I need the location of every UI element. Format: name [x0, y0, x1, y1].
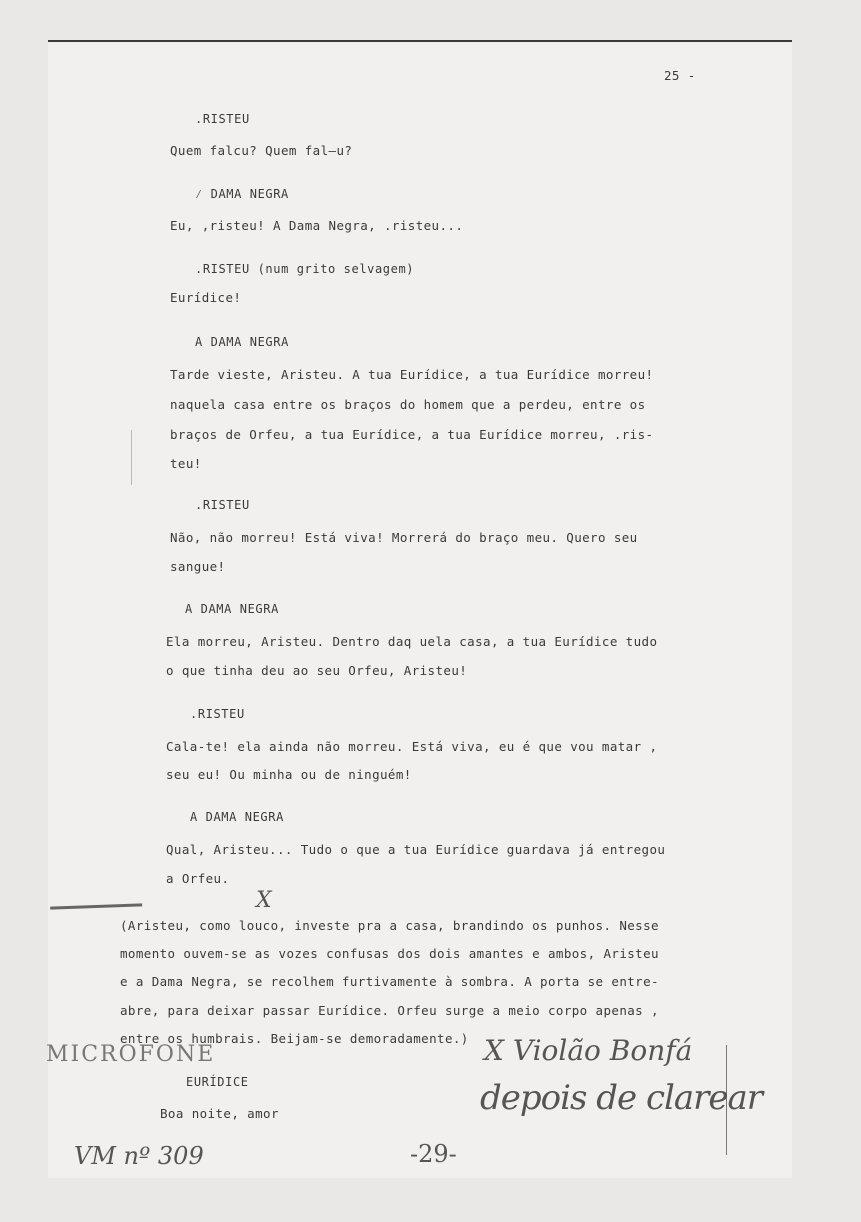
handwritten-violao-note: X Violão Bonfá	[484, 1034, 693, 1067]
dialogue-line: Qual, Aristeu... Tudo o que a tua Eurídice guardava já entregou	[166, 842, 666, 857]
dialogue-line: Cala-te! ela ainda não morreu. Está viva, eu é que vou matar ,	[166, 739, 658, 754]
dialogue-line: braços de Orfeu, a tua Eurídice, a tua Eurídice morreu, .ris-	[170, 427, 654, 442]
stage-direction: entre os humbrais. Beijam-se demoradamente.)	[120, 1031, 469, 1046]
page-number: 25 -	[664, 68, 696, 83]
dialogue-line: a Orfeu.	[166, 871, 230, 886]
dialogue-line: Tarde vieste, Aristeu. A tua Eurídice, a tua Eurídice morreu!	[170, 367, 654, 382]
margin-pencil-mark	[131, 430, 132, 485]
speaker-dama-negra: A DAMA NEGRA	[185, 602, 279, 616]
dialogue-line: Quem falcu? Quem fal—u?	[170, 143, 353, 158]
handwritten-depois-note: depois de clarear	[480, 1078, 763, 1118]
handwritten-page-mark: -29-	[410, 1140, 457, 1168]
speaker-dama-negra: A DAMA NEGRA	[195, 335, 289, 349]
speaker-aristeu: .RISTEU (num grito selvagem)	[195, 262, 415, 276]
dialogue-line: naquela casa entre os braços do homem que a perdeu, entre os	[170, 397, 646, 412]
speaker-dama-negra: ⁄ DAMA NEGRA	[195, 187, 289, 201]
speaker-dama-negra: A DAMA NEGRA	[190, 810, 284, 824]
dialogue-line: Eurídice!	[170, 290, 242, 305]
speaker-euridice: EURÍDICE	[186, 1075, 249, 1089]
stage-direction: abre, para deixar passar Eurídice. Orfeu surge a meio corpo apenas ,	[120, 1003, 659, 1018]
speaker-aristeu: .RISTEU	[195, 112, 250, 126]
stage-direction: e a Dama Negra, se recolhem furtivamente à sombra. A porta se entre-	[120, 974, 659, 989]
handwritten-x-mark: X	[256, 888, 272, 913]
dialogue-line: teu!	[170, 456, 202, 471]
dialogue-line: sangue!	[170, 559, 226, 574]
speaker-aristeu: .RISTEU	[190, 707, 245, 721]
stage-direction: (Aristeu, como louco, investe pra a casa, brandindo os punhos. Nesse	[120, 918, 659, 933]
handwritten-microfone: MICROFONE	[46, 1042, 216, 1067]
dialogue-line: Ela morreu, Aristeu. Dentro daq uela casa, a tua Eurídice tudo	[166, 634, 658, 649]
dialogue-line: Não, não morreu! Está viva! Morrerá do braço meu. Quero seu	[170, 530, 638, 545]
dialogue-line: o que tinha deu ao seu Orfeu, Aristeu!	[166, 663, 468, 678]
speaker-aristeu: .RISTEU	[195, 498, 250, 512]
dialogue-line: Eu, ,risteu! A Dama Negra, .risteu...	[170, 218, 464, 233]
stage-direction: momento ouvem-se as vozes confusas dos dois amantes e ambos, Aristeu	[120, 946, 659, 961]
dialogue-line: Boa noite, amor	[160, 1106, 279, 1121]
handwritten-archive-ref: VM nº 309	[74, 1142, 204, 1170]
dialogue-line: seu eu! Ou minha ou de ninguém!	[166, 767, 412, 782]
